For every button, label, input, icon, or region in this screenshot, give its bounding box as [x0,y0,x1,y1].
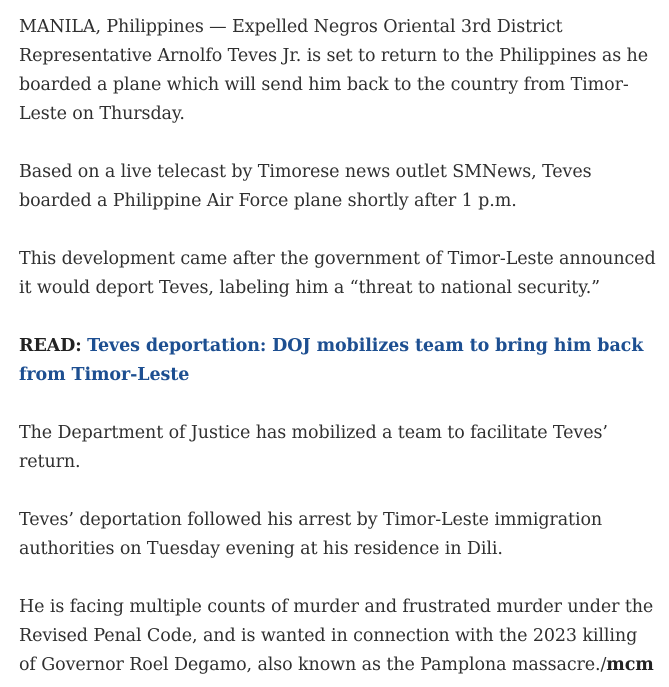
read-more [19,332,659,390]
article-paragraph: This development came after the government of Timor-Leste announced it would deport Teves, labeling him a “threat to national security.” [19,249,656,298]
article-body [19,13,659,680]
read-more-link[interactable]: Teves deportation: DOJ mobilizes team to bring him back from Timor-Leste [19,336,644,385]
article-paragraph: Teves’ deportation followed his arrest by Timor-Leste immigration authorities on Tuesday evening at his residence in Dili. [19,510,603,559]
article-paragraph-final [19,593,659,680]
article-paragraph: The Department of Justice has mobilized a team to facilitate Teves’ return. [19,423,608,472]
author-signoff: mcm [606,655,654,675]
article-paragraph: Based on a live telecast by Timorese news outlet SMNews, Teves boarded a Philippine Air Force plane shortly after 1 p.m. [19,162,592,211]
read-more-label: READ: [19,336,82,356]
article-paragraph-lead: MANILA, Philippines — Expelled Negros Oriental 3rd District Representative Arnolfo Teves Jr. is set to return to the Philippines as he boarded a plane which will send him back to the country from Timor-Leste on Thursday. [19,17,648,124]
final-paragraph-text: He is facing multiple counts of murder and frustrated murder under the Revised Penal Code, and is wanted in connection with the 2023 killing of Governor Roel Degamo, also known as the Pamplona massacre./ [19,597,654,675]
